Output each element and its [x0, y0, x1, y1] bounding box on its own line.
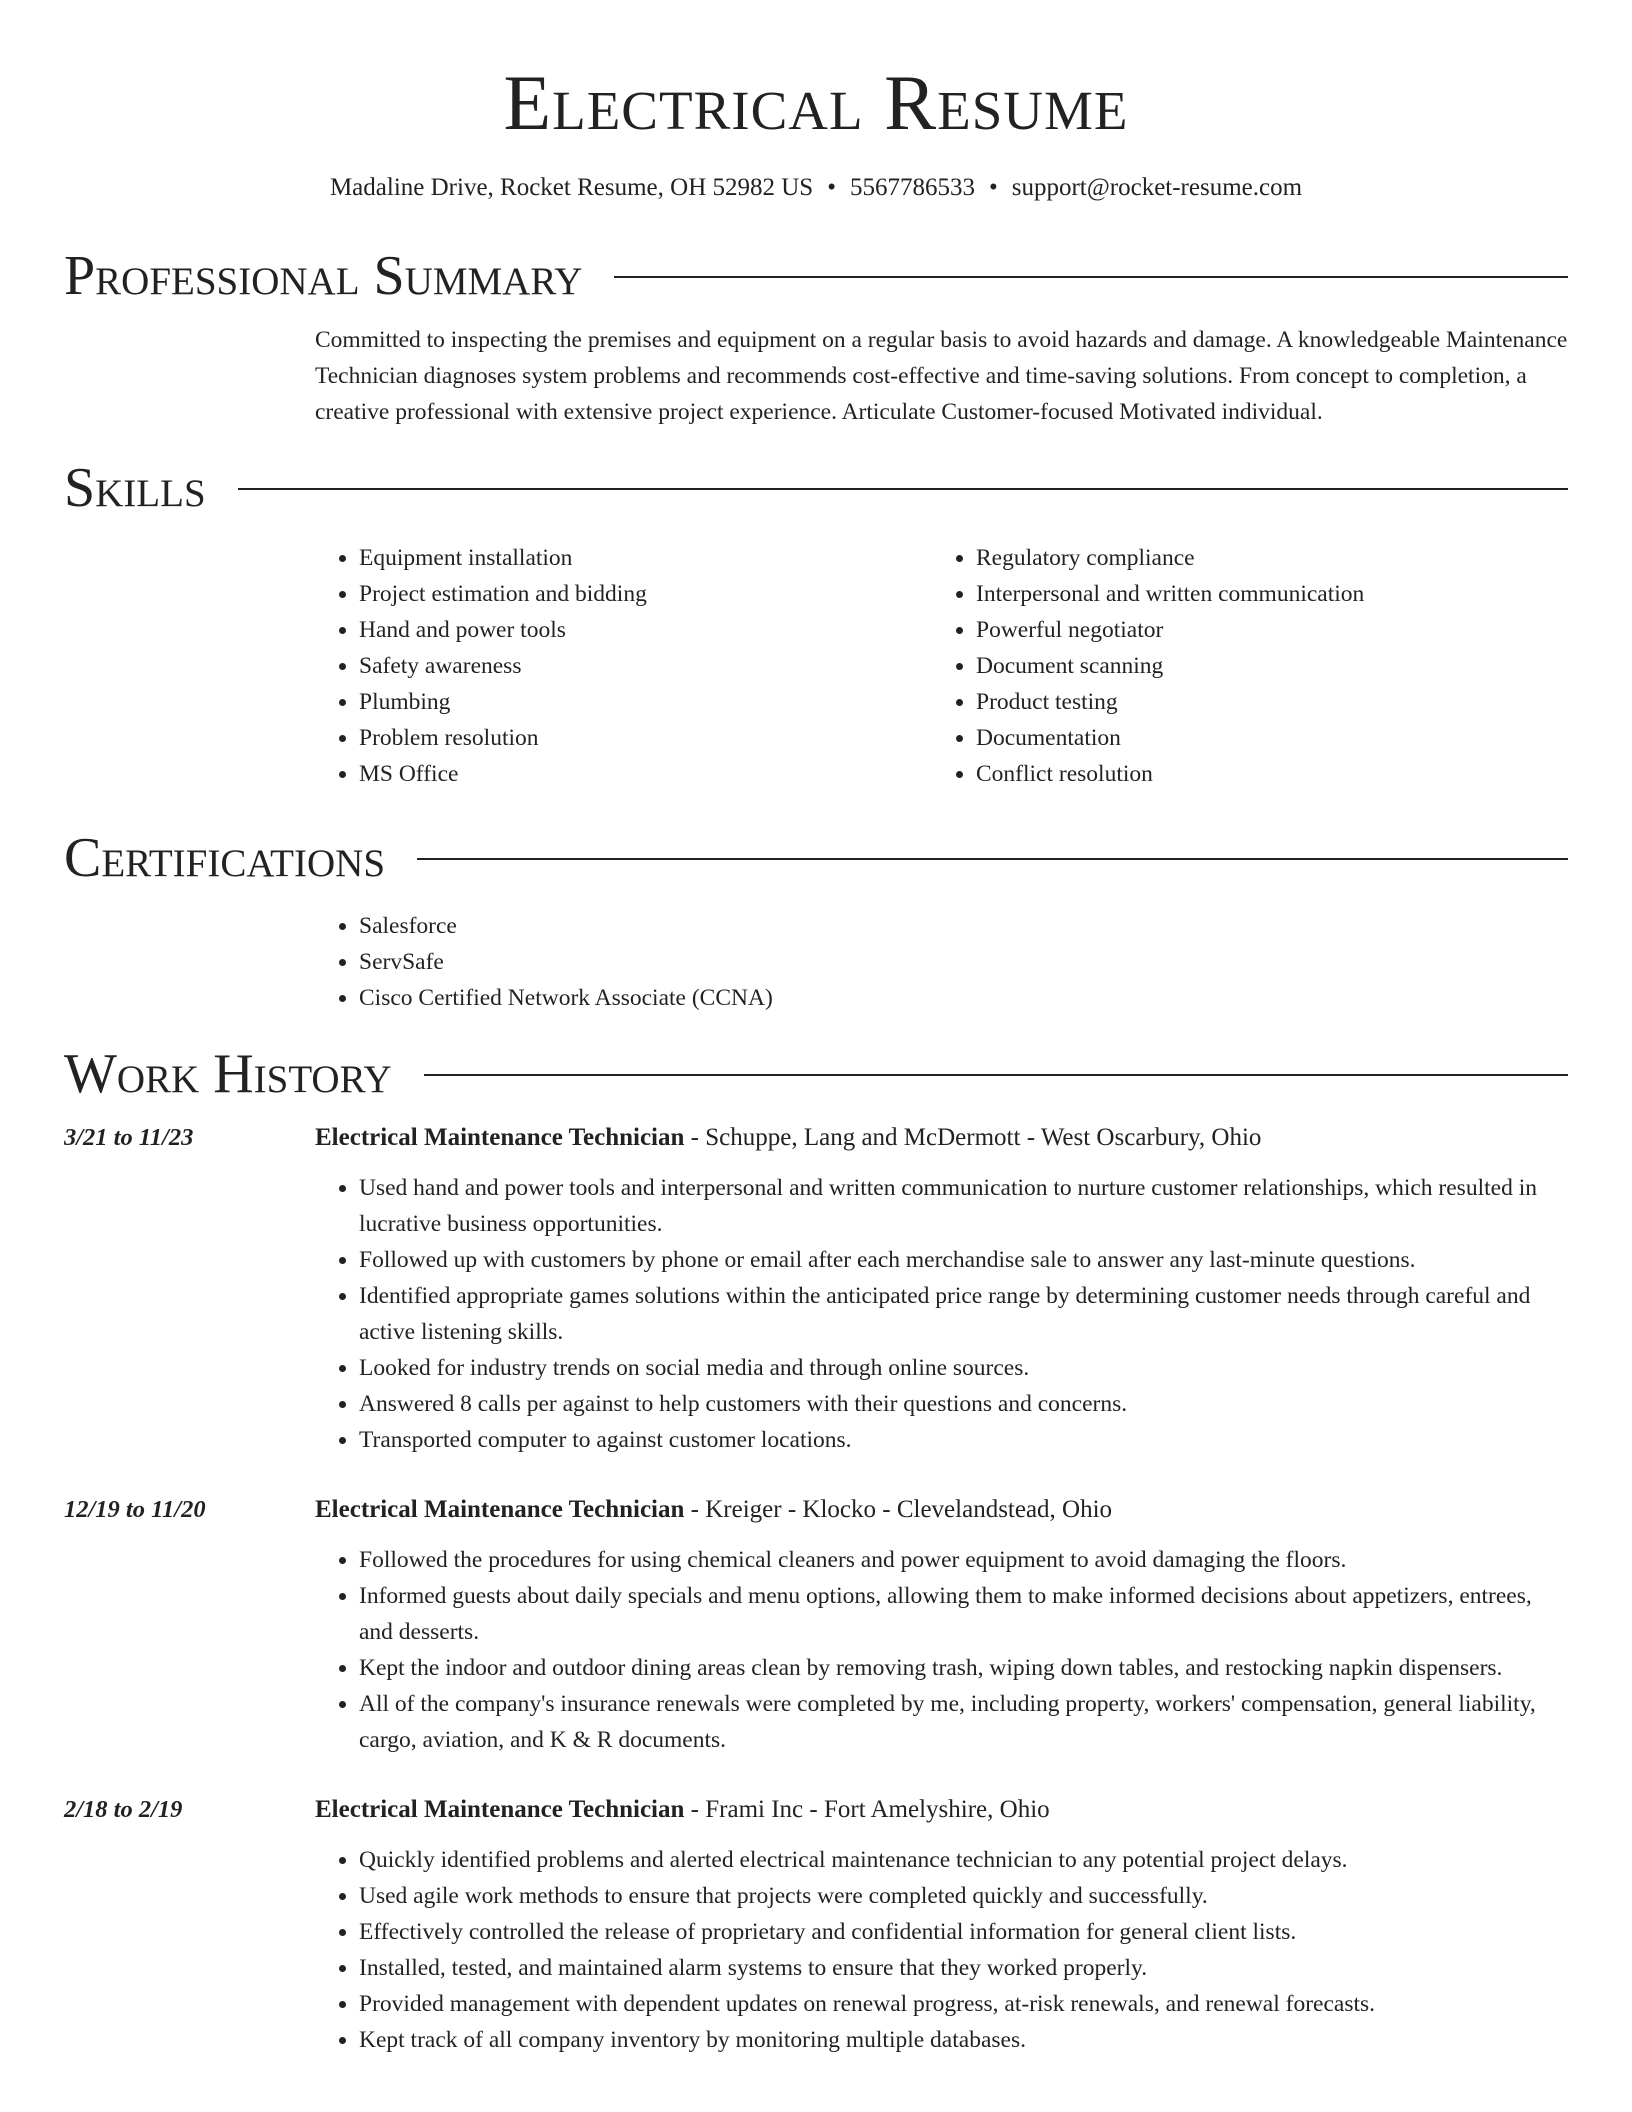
job-employer-location: - Frami Inc - Fort Amelyshire, Ohio	[684, 1796, 1050, 1823]
job-bullet: • Used hand and power tools and interpersonal and written communication to nurture customer relationships, which resulted in lucrative business opportunities.	[359, 1170, 1568, 1242]
job-heading	[315, 1792, 1568, 1828]
section-divider	[614, 276, 1568, 278]
job-role: Electrical Maintenance Technician	[315, 1496, 685, 1523]
job-bullet: • Followed the procedures for using chemical cleaners and power equipment to avoid damaging the floors.	[359, 1542, 1568, 1578]
job-body	[315, 1120, 1568, 1458]
certifications-list	[315, 908, 1568, 1016]
certification-item: • ServSafe	[359, 944, 1568, 980]
work-section-heading	[64, 1042, 1568, 1106]
job-bullet: • Used agile work methods to ensure that projects were completed quickly and successfully.	[359, 1878, 1568, 1914]
skill-item: • Document scanning	[976, 648, 1549, 684]
skills-list	[315, 540, 1568, 792]
job-employer-location: - Kreiger - Klocko - Clevelandstead, Ohio	[684, 1496, 1113, 1523]
skills-section-heading	[64, 456, 1568, 520]
skill-item: • Equipment installation	[359, 540, 932, 576]
job-heading	[315, 1120, 1568, 1156]
skill-item: • Interpersonal and written communication	[976, 576, 1549, 612]
job-bullets	[315, 1842, 1568, 2058]
skill-item: • Regulatory compliance	[976, 540, 1549, 576]
job-bullet: • Provided management with dependent updates on renewal progress, at-risk renewals, and renewal forecasts.	[359, 1986, 1568, 2022]
skill-item: • Problem resolution	[359, 720, 932, 756]
contact-separator: •	[988, 174, 998, 201]
skill-item: • Hand and power tools	[359, 612, 932, 648]
job-bullet: • Kept track of all company inventory by monitoring multiple databases.	[359, 2022, 1568, 2058]
skill-item: • Documentation	[976, 720, 1549, 756]
job-bullet: • Answered 8 calls per against to help customers with their questions and concerns.	[359, 1386, 1568, 1422]
job-entry	[64, 1492, 1568, 1758]
contact-email[interactable]: support@rocket-resume.com	[1011, 174, 1303, 201]
contact-phone: 5567786533	[849, 174, 975, 201]
job-role: Electrical Maintenance Technician	[315, 1796, 685, 1823]
job-bullet: • Followed up with customers by phone or email after each merchandise sale to answer any last-minute questions.	[359, 1242, 1568, 1278]
section-divider	[424, 1074, 1568, 1076]
job-bullet: • Effectively controlled the release of proprietary and confidential information for general client lists.	[359, 1914, 1568, 1950]
skills-heading: Skills	[64, 457, 206, 519]
job-bullets	[315, 1170, 1568, 1458]
job-role: Electrical Maintenance Technician	[315, 1124, 685, 1151]
job-dates: 3/21 to 11/23	[64, 1124, 194, 1151]
job-employer-location: - Schuppe, Lang and McDermott - West Oscarbury, Ohio	[684, 1124, 1262, 1151]
job-bullet: • Identified appropriate games solutions within the anticipated price range by determining customer needs through careful and active listening skills.	[359, 1278, 1568, 1350]
summary-heading: Professional Summary	[64, 245, 583, 307]
certification-item: • Cisco Certified Network Associate (CCNA)	[359, 980, 1568, 1016]
contact-line	[64, 172, 1568, 204]
job-body	[315, 1792, 1568, 2058]
job-dates: 12/19 to 11/20	[64, 1496, 206, 1523]
certification-item: • Salesforce	[359, 908, 1568, 944]
skills-column-right	[932, 540, 1549, 792]
contact-separator: •	[827, 174, 836, 201]
job-bullet: • All of the company's insurance renewals were completed by me, including property, workers' compensation, general liability, cargo, aviation, and K & R documents.	[359, 1686, 1568, 1758]
summary-section-heading	[64, 244, 1568, 308]
job-body	[315, 1492, 1568, 1758]
job-entry	[64, 1792, 1568, 2058]
certifications-heading: Certifications	[64, 827, 386, 889]
contact-address: Madaline Drive, Rocket Resume, OH 52982 US	[329, 174, 814, 201]
resume-title: Electrical Resume	[503, 59, 1129, 146]
skill-item: • Product testing	[976, 684, 1549, 720]
job-bullet: • Kept the indoor and outdoor dining areas clean by removing trash, wiping down tables, and restocking napkin dispensers.	[359, 1650, 1568, 1686]
job-bullet: • Quickly identified problems and alerted electrical maintenance technician to any potential project delays.	[359, 1842, 1568, 1878]
section-divider	[417, 858, 1568, 860]
job-bullets	[315, 1542, 1568, 1758]
skill-item: • Powerful negotiator	[976, 612, 1549, 648]
work-heading: Work History	[64, 1043, 392, 1105]
skill-item: • MS Office	[359, 756, 932, 792]
job-heading	[315, 1492, 1568, 1528]
job-bullet: • Installed, tested, and maintained alarm systems to ensure that they worked properly.	[359, 1950, 1568, 1986]
job-entry	[64, 1120, 1568, 1458]
job-bullet: • Transported computer to against customer locations.	[359, 1422, 1568, 1458]
skill-item: • Project estimation and bidding	[359, 576, 932, 612]
job-bullet: • Informed guests about daily specials and menu options, allowing them to make informed decisions about appetizers, entrees, and desserts.	[359, 1578, 1568, 1650]
job-dates: 2/18 to 2/19	[64, 1796, 183, 1823]
job-bullet: • Looked for industry trends on social media and through online sources.	[359, 1350, 1568, 1386]
skill-item: • Conflict resolution	[976, 756, 1549, 792]
skill-item: • Safety awareness	[359, 648, 932, 684]
section-divider	[238, 488, 1568, 490]
skills-column-left	[315, 540, 932, 792]
skill-item: • Plumbing	[359, 684, 932, 720]
certifications-section-heading	[64, 826, 1568, 890]
summary-text: Committed to inspecting the premises and equipment on a regular basis to avoid hazards and damage. A knowledgeable Maintenance Technician diagnoses system problems and recommends cost-effective and time-saving solutions. From concept to completion, a creative professional with extensive project experience. Articulate Customer-focused Motivated individual.	[315, 327, 1568, 425]
